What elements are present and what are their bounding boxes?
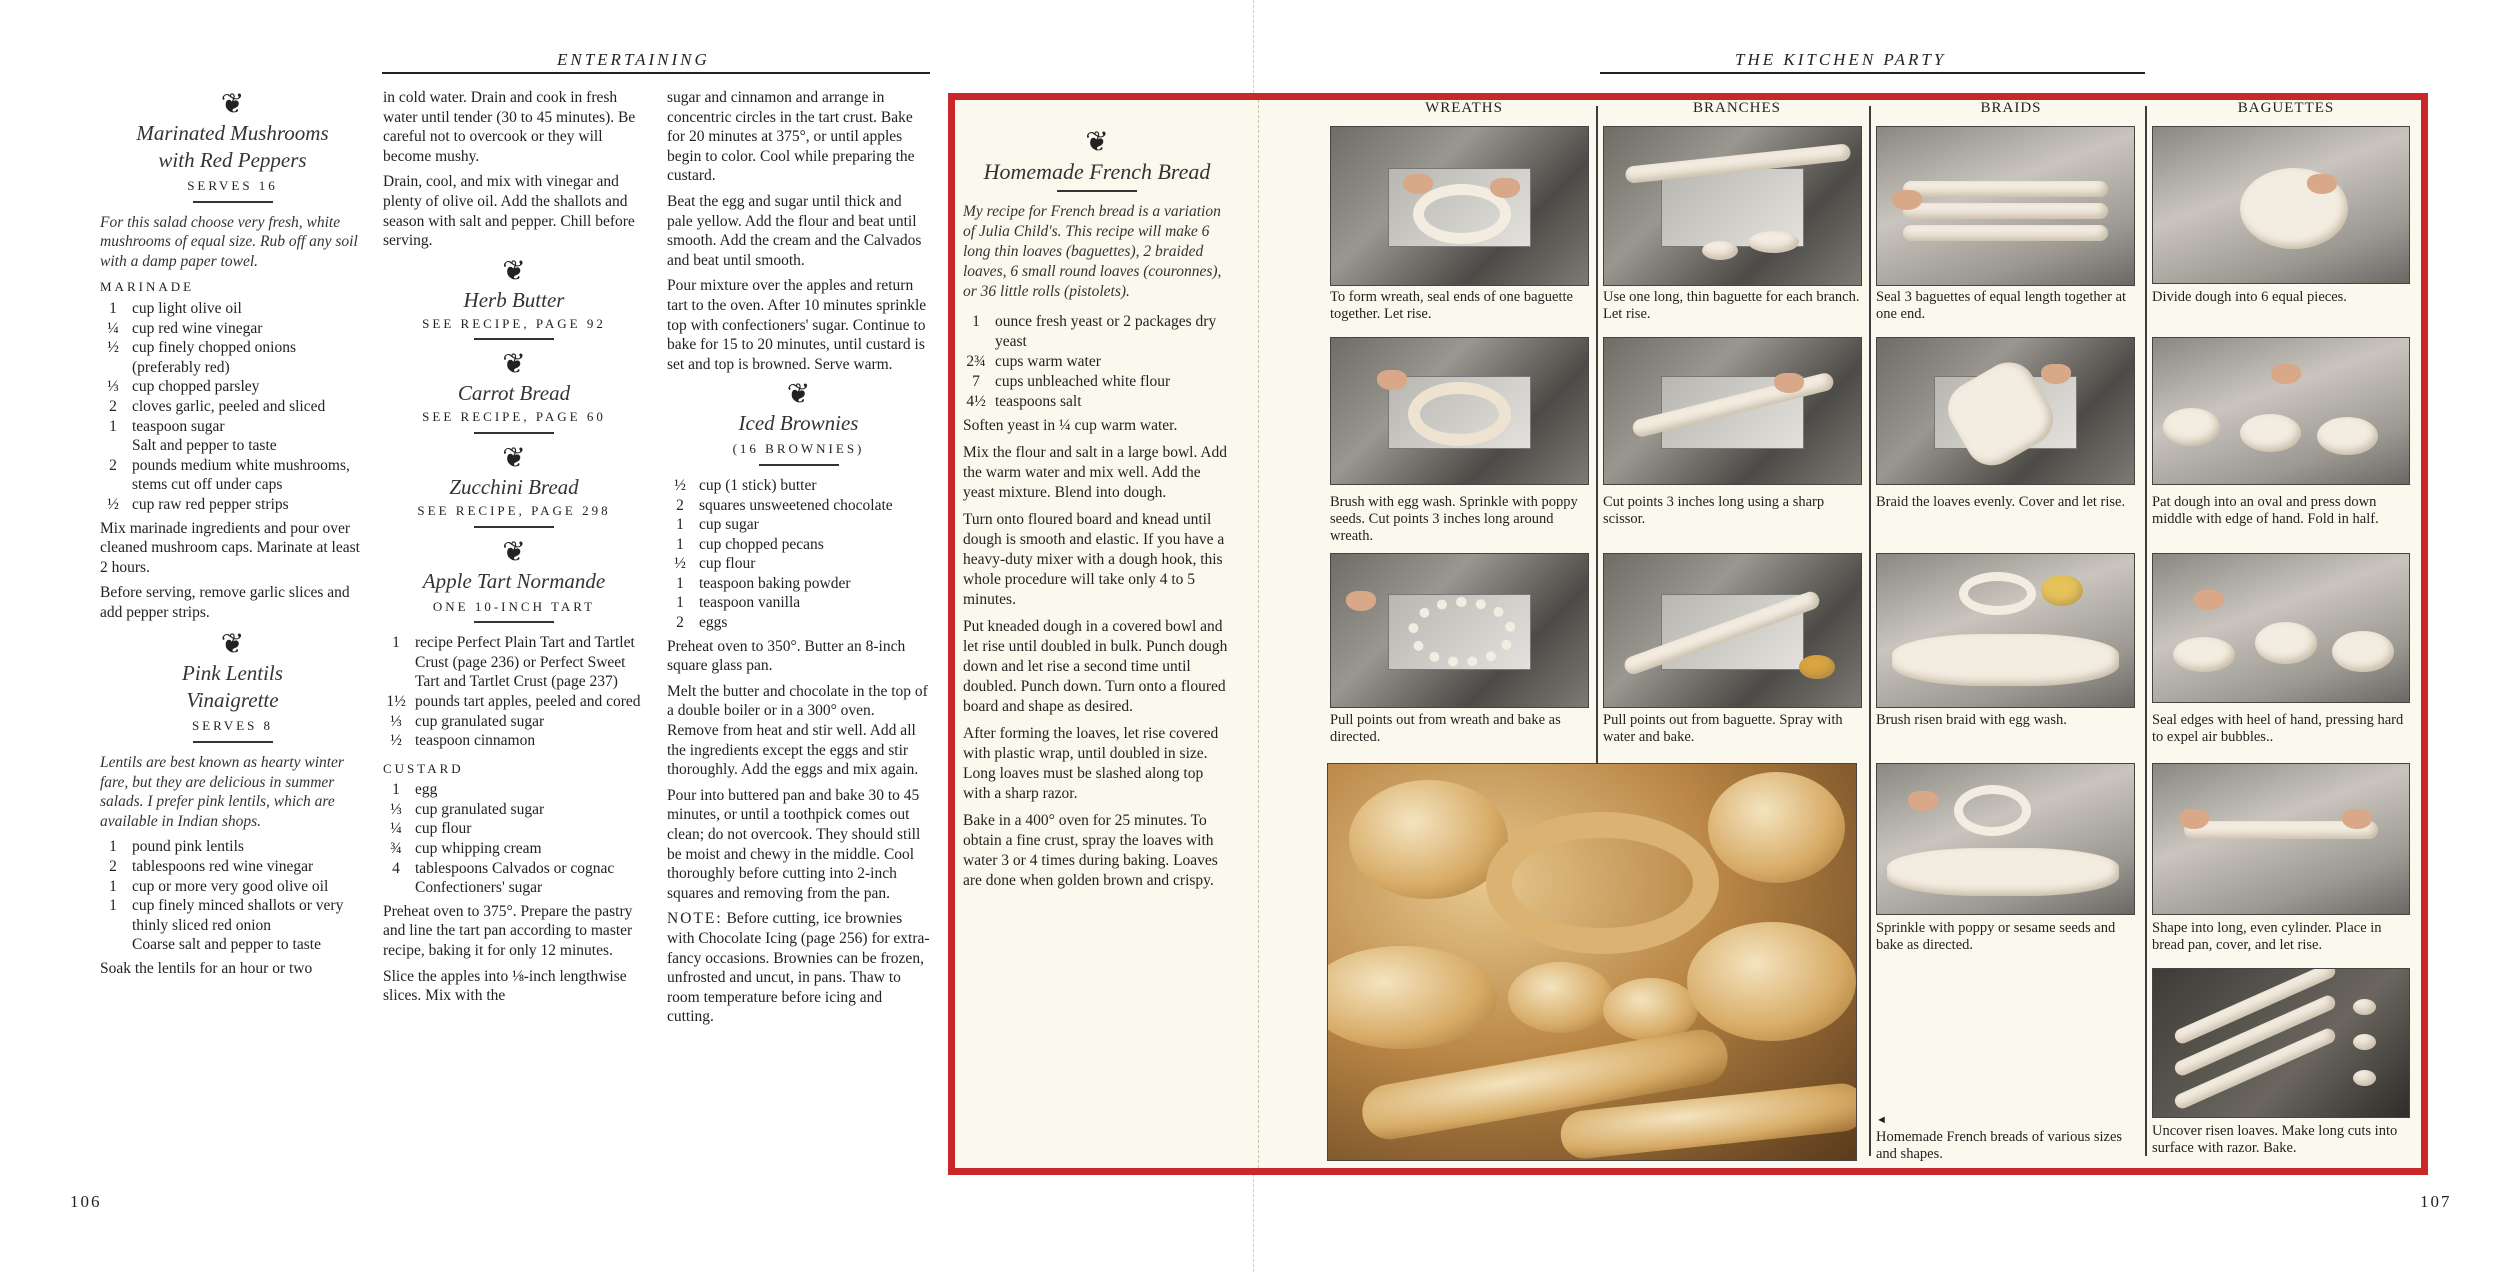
round-loaf <box>1708 772 1845 883</box>
paragraph: Preheat oven to 350°. Butter an 8-inch square glass pan. <box>667 637 906 675</box>
caption: Brush with egg wash. Sprinkle with poppy seeds. Cut points 3 inches long around wreath. <box>1330 494 1578 544</box>
roll <box>1508 962 1614 1033</box>
title-line: with Red Peppers <box>158 148 307 172</box>
dough-ball <box>2173 637 2234 673</box>
ingredient-text: recipe Perfect Plain Tart and Tartlet Crust (page 236) or Perfect Sweet Tart and Tartlet Crust (page 237) <box>415 634 635 691</box>
caption: Pull points out from wreath and bake as directed. <box>1330 712 1561 745</box>
photo-pat-oval <box>2152 337 2410 485</box>
braided-loaf <box>1892 634 2118 686</box>
vine-leaf-icon: ❦ <box>502 349 526 381</box>
ingredient-text: eggs <box>699 614 728 632</box>
paragraph: Drain, cool, and mix with vinegar and plenty of olive oil. Add the shallots and season with salt and pepper. Chill before serving. <box>383 173 635 250</box>
vine-leaf-icon: ❦ <box>502 536 526 568</box>
caption: Divide dough into 6 equal pieces. <box>2152 289 2347 305</box>
photo-assorted-breads <box>1327 763 1857 1161</box>
vine-leaf-icon: ❦ <box>220 629 245 661</box>
long-baguette <box>1903 203 2109 219</box>
ingredient-quantity: 4 <box>392 859 400 877</box>
ingredient-text: cup finely minced shallots or very thinly sliced red onion <box>132 897 344 934</box>
running-head-left: ENTERTAINING <box>557 50 710 69</box>
caption: Braid the loaves evenly. Cover and let rise. <box>1876 494 2126 510</box>
caption: Seal 3 baguettes of equal length together at one end. <box>1876 289 2127 322</box>
caption: Brush risen braid with egg wash. <box>1876 712 2067 728</box>
dough-ball <box>1702 241 1738 260</box>
hand <box>1346 591 1376 611</box>
method-steps <box>963 416 1231 891</box>
title-line: Marinated Mushrooms <box>136 121 329 145</box>
ingredient-text: Salt and pepper to taste <box>132 437 277 455</box>
ingredient-quantity: 1 <box>109 838 117 856</box>
ingredient-quantity: ¼ <box>107 319 119 337</box>
ingredient-text: cup granulated sugar <box>415 800 545 818</box>
dough-ball <box>2332 631 2393 672</box>
ingredient-item <box>100 857 365 877</box>
method-steps <box>100 519 365 623</box>
continued-text <box>383 88 645 251</box>
paragraph: in cold water. Drain and cook in fresh water until tender (30 to 45 minutes). Be careful not to overcook or they will become mushy. <box>383 89 636 165</box>
note-text: Before cutting, ice brownies with Chocolate Icing (page 256) for extra-fancy occasions. Brownies can be frozen, unfrosted and uncut, in pans. Thaw to room temperature before icing and cutting. <box>667 910 930 1026</box>
ingredient-quantity: ⅓ <box>107 378 119 396</box>
ingredient-item <box>667 554 930 574</box>
folio-right: 107 <box>2420 1192 2452 1211</box>
paragraph: Mix marinade ingredients and pour over cleaned mushroom caps. Marinate at least 2 hours. <box>100 519 360 576</box>
paragraph: Before serving, remove garlic slices and add pepper strips. <box>100 584 350 621</box>
ingredient-quantity: 1 <box>392 781 400 799</box>
column-header-branches: BRANCHES <box>1692 100 1782 116</box>
ingredient-text: cup sugar <box>699 516 759 534</box>
serves-label: ONE 10-INCH TART <box>432 598 596 614</box>
ingredient-quantity: ⅓ <box>390 800 402 818</box>
ingredient-quantity: 1 <box>676 574 684 592</box>
ingredient-item <box>667 574 930 594</box>
ingredient-text: teaspoon baking powder <box>699 574 851 592</box>
ingredient-text: pounds medium white mushrooms, stems cut off under caps <box>132 456 350 494</box>
ingredient-item <box>383 819 645 839</box>
ingredient-quantity: 1 <box>109 897 117 915</box>
roll <box>2353 999 2376 1015</box>
caption: Pat dough into an oval and press down middle with edge of hand. Fold in half. <box>2152 494 2379 527</box>
dough-ball <box>2240 414 2301 452</box>
ingredient-quantity <box>100 436 126 456</box>
see-recipe-reference: SEE RECIPE, PAGE 92 <box>422 315 606 331</box>
photo-seal-edges <box>2152 553 2410 703</box>
hand <box>1490 178 1520 198</box>
dough-ring <box>1408 382 1511 446</box>
ingredient-item <box>383 633 645 692</box>
caption-text: Homemade French breads of various sizes and shapes. <box>1876 1129 2123 1162</box>
method-steps <box>667 637 930 904</box>
vine-leaf-icon: ❦ <box>502 255 526 287</box>
ingredient-quantity: ¼ <box>390 820 402 838</box>
ingredient-text: squares unsweetened chocolate <box>699 496 893 514</box>
ingredient-quantity: 1 <box>109 417 117 435</box>
ingredient-item <box>667 496 930 516</box>
dough-ball <box>2163 408 2219 446</box>
wreath-loaf <box>1486 812 1718 955</box>
photo-wreath-points <box>1330 553 1589 708</box>
ingredient-text: tablespoons red wine vinegar <box>132 858 314 876</box>
paragraph: Soften yeast in ¼ cup warm water. <box>963 417 1178 434</box>
ingredient-text: tablespoons Calvados or cognac <box>415 859 615 877</box>
braided-loaf <box>1887 848 2118 896</box>
title-rule <box>1057 190 1137 192</box>
vine-leaf-icon: ❦ <box>786 379 811 411</box>
header-rule-left <box>382 72 930 74</box>
ingredient-text: cup (1 stick) butter <box>699 476 817 494</box>
recipe-title-apple-tart: Apple Tart Normande <box>422 568 606 593</box>
column-header-braids: BRAIDS <box>1980 100 2042 116</box>
ingredient-quantity: 1 <box>676 516 684 534</box>
ingredient-text: ounce fresh yeast or 2 packages dry yeast <box>995 313 1217 350</box>
ingredient-text: cups warm water <box>995 353 1101 370</box>
hand <box>1774 373 1804 393</box>
column-1 <box>100 90 365 985</box>
ingredient-list <box>383 780 645 898</box>
folio-left: 106 <box>70 1192 102 1211</box>
dough-ring <box>1954 785 2031 836</box>
round-loaf <box>1687 922 1856 1041</box>
photo-shape-cylinder <box>2152 763 2410 915</box>
ingredient-item <box>383 780 645 800</box>
vine-leaf-icon: ❦ <box>1085 127 1109 158</box>
recipe-title-brownies: Iced Brownies <box>738 411 859 436</box>
continued-text <box>667 88 930 374</box>
panel-gutter <box>1258 100 1259 1168</box>
paragraph: Mix the flour and salt in a large bowl. Add the warm water and mix well. Add the yeast mixture. Blend into dough. <box>963 444 1228 501</box>
recipe-title-carrot-bread: Carrot Bread <box>457 381 571 406</box>
hand <box>2307 174 2337 194</box>
photo-braiding <box>1876 337 2135 485</box>
ingredient-item <box>383 712 645 732</box>
section-label: MARINADE <box>100 279 195 295</box>
recipe-intro: For this salad choose very fresh, white mushrooms of equal size. Rub off any soil with a damp paper towel. <box>100 213 358 270</box>
ingredient-text: cup or more very good olive oil <box>132 877 329 895</box>
caption: Shape into long, even cylinder. Place in bread pan, cover, and let rise. <box>2152 920 2382 953</box>
ingredient-item <box>100 436 365 456</box>
ingredient-item <box>100 456 365 495</box>
ingredient-item <box>100 877 365 897</box>
photo-branch-baguette <box>1603 126 1862 286</box>
ingredient-text: cup red wine vinegar <box>132 319 263 337</box>
recipe-title-french-bread: Homemade French Bread <box>983 159 1211 184</box>
hand <box>2179 809 2209 829</box>
recipe-intro: Lentils are best known as hearty winter fare, but they are delicious in summer salads. I prefer pink lentils, which are available in Indian shops. <box>100 754 344 830</box>
dough-ring <box>1408 597 1516 667</box>
hand <box>1908 791 1938 811</box>
paragraph: Beat the egg and sugar until thick and pale yellow. Add the flour and beat until smooth. Add the cream and the Calvados and beat until smooth. <box>667 192 922 269</box>
ingredient-text: teaspoon cinnamon <box>415 732 536 750</box>
ingredient-text: cup chopped pecans <box>699 535 824 553</box>
dough-ball <box>2255 622 2316 663</box>
ingredient-item <box>963 352 1231 372</box>
ingredient-text: egg <box>415 781 438 799</box>
title-rule <box>474 526 554 528</box>
caption: Pull points out from baguette. Spray with water and bake. <box>1603 712 1843 745</box>
ingredient-quantity: 2 <box>109 456 117 474</box>
ingredient-item <box>383 800 645 820</box>
ingredient-quantity: ½ <box>674 555 686 573</box>
ingredient-quantity: 1 <box>109 299 117 317</box>
serves-label: SERVES 8 <box>191 718 274 734</box>
vine-leaf-icon: ❦ <box>220 89 245 120</box>
vine-leaf-icon: ❦ <box>502 442 526 474</box>
running-head-right: THE KITCHEN PARTY <box>1735 50 1947 69</box>
paragraph: Melt the butter and chocolate in the top of a double boiler or in a 300° oven. Remove from heat and stir well. Add all the ingredients except the eggs and stir thoroughly. Add the eggs and mix again. <box>667 682 928 779</box>
ingredient-text: cup flour <box>415 820 472 838</box>
french-bread-recipe <box>963 128 1231 898</box>
long-baguette <box>1903 225 2109 241</box>
ingredient-quantity: 2¾ <box>966 353 986 370</box>
serves-label: (16 BROWNIES) <box>732 441 865 457</box>
paragraph: Soak the lentils for an hour or two <box>100 960 313 977</box>
photo-branch-points <box>1603 553 1862 708</box>
paragraph: Bake in a 400° oven for 25 minutes. To obtain a fine crust, spray the loaves with water 3 or 4 times during baking. Loaves are done when golden brown and crispy. <box>963 812 1218 889</box>
ingredient-quantity: 1 <box>676 594 684 612</box>
recipe-title-mushrooms <box>100 120 365 174</box>
ingredient-quantity: ¾ <box>390 840 402 858</box>
ingredient-text: cup raw red pepper strips <box>132 495 289 513</box>
caption: Uncover risen loaves. Make long cuts into surface with razor. Bake. <box>2152 1123 2398 1156</box>
ingredient-quantity: 2 <box>109 397 117 415</box>
ingredient-quantity: 2 <box>676 496 684 514</box>
dough-ring <box>1959 572 2036 615</box>
ingredient-quantity: 1 <box>972 313 980 330</box>
ingredient-quantity: 1½ <box>386 692 406 710</box>
column-3 <box>667 88 930 1033</box>
ingredient-quantity: 2 <box>109 858 117 876</box>
dough-ball <box>2317 417 2378 455</box>
caption: Sprinkle with poppy or sesame seeds and bake as directed. <box>1876 920 2116 953</box>
note-paragraph <box>667 909 930 1027</box>
recipe-title-zucchini-bread: Zucchini Bread <box>449 474 579 499</box>
caption-big-photo <box>1876 1112 2135 1163</box>
paragraph: Slice the apples into ⅛-inch lengthwise slices. Mix with the <box>383 967 627 1005</box>
caption: Seal edges with heel of hand, pressing hard to expel air bubbles.. <box>2152 712 2404 745</box>
roll <box>2353 1070 2376 1086</box>
ingredient-quantity: ½ <box>107 495 119 513</box>
ingredient-text: cup granulated sugar <box>415 712 545 730</box>
ingredient-quantity: 1 <box>392 634 400 652</box>
title-rule <box>759 464 839 466</box>
paragraph: Preheat oven to 375°. Prepare the pastry and line the tart pan according to master recipe, baking it for only 12 minutes. <box>383 902 633 960</box>
ingredient-item <box>383 839 645 859</box>
ingredient-text: cup chopped parsley <box>132 378 260 396</box>
paragraph: Put kneaded dough in a covered bowl and let rise until doubled in bulk. Punch dough down and let rise a second time until doubled. Punch down. Turn onto a floured board and shape as desired. <box>963 618 1228 715</box>
ingredient-item <box>667 535 930 555</box>
column-separator <box>1869 106 1871 1156</box>
photo-braid-seal <box>1876 126 2135 286</box>
caption: Cut points 3 inches long using a sharp scissor. <box>1603 494 1825 527</box>
recipe-intro: My recipe for French bread is a variation of Julia Child's. This recipe will make 6 long thin loaves (baguettes), 2 braided loaves, 6 small round loaves (couronnes), or 36 little rolls (pistolets). <box>963 203 1222 300</box>
ingredient-quantity: 2 <box>676 614 684 632</box>
column-header-wreaths: WREATHS <box>1425 100 1503 116</box>
ingredient-item <box>100 896 365 935</box>
ingredient-quantity: ½ <box>674 476 686 494</box>
ingredient-text: cups unbleached white flour <box>995 373 1171 390</box>
title-rule <box>193 741 273 743</box>
ingredient-item <box>100 837 365 857</box>
ingredient-item <box>383 859 645 879</box>
title-rule <box>193 201 273 203</box>
ingredient-quantity: ½ <box>107 339 119 357</box>
photo-wreath-seal <box>1330 126 1589 286</box>
ingredient-text: cup finely chopped onions (preferably red) <box>132 339 297 376</box>
serves-label: SERVES 16 <box>187 178 278 193</box>
section-label: CUSTARD <box>383 760 464 776</box>
ingredient-quantity <box>383 878 409 898</box>
title-line: Vinaigrette <box>186 688 279 713</box>
header-rule-right <box>1600 72 2145 74</box>
paragraph: Pour into buttered pan and bake 30 to 45 minutes, or until a toothpick comes out clean; do not overcook. They should still be moist and chewy in the middle. Cool thoroughly before cutting into 2-inch squares and removing from the pan. <box>667 786 921 902</box>
couronne-loaf <box>1327 946 1497 1049</box>
ingredient-quantity: ½ <box>390 732 402 750</box>
ingredient-list <box>667 476 930 633</box>
paragraph: Turn onto floured board and knead until dough is smooth and elastic. If you have a heavy-duty mixer with a dough hook, this whole procedure will take only 4 to 5 minutes. <box>963 511 1225 608</box>
round-loaf <box>1349 780 1507 899</box>
method-steps <box>100 959 365 979</box>
ingredient-list <box>963 312 1231 412</box>
paragraph: Pour mixture over the apples and return tart to the oven. After 10 minutes sprinkle top with confectioners' sugar. Continue to bake for 15 to 20 minutes, until custard is set and top is browned. Serve warm. <box>667 277 927 373</box>
ingredient-item <box>100 299 365 319</box>
ingredient-item <box>100 397 365 417</box>
roll <box>2353 1034 2376 1050</box>
ingredient-item <box>100 495 365 515</box>
title-rule <box>474 432 554 434</box>
ingredient-text: cup light olive oil <box>132 299 242 317</box>
ingredient-quantity: 1 <box>676 535 684 553</box>
column-2 <box>383 88 645 1012</box>
ingredient-item <box>100 338 365 377</box>
ingredient-text: cup flour <box>699 555 756 573</box>
long-baguette <box>1903 181 2109 197</box>
recipe-title-lentils <box>100 660 365 714</box>
ingredient-list <box>383 633 645 751</box>
ingredient-text: Coarse salt and pepper to taste <box>132 936 321 954</box>
ingredient-item <box>667 593 930 613</box>
ingredient-item <box>667 476 930 496</box>
ingredient-item <box>667 613 930 633</box>
ingredient-quantity <box>100 935 126 955</box>
ingredient-item <box>100 377 365 397</box>
column-header-baguettes: BAGUETTES <box>2237 100 2335 116</box>
ingredient-quantity: ⅓ <box>390 712 402 730</box>
title-rule <box>474 621 554 623</box>
ingredient-text: pounds tart apples, peeled and cored <box>415 692 641 710</box>
ingredient-text: cup whipping cream <box>415 840 542 858</box>
photo-branch-cut <box>1603 337 1862 485</box>
see-recipe-reference: SEE RECIPE, PAGE 60 <box>422 409 606 425</box>
ingredient-item <box>100 319 365 339</box>
paragraph: After forming the loaves, let rise covered with plastic wrap, until doubled in size. Long loaves must be slashed along top with a sharp razor. <box>963 725 1219 802</box>
ingredient-quantity: 7 <box>972 373 980 390</box>
ingredient-text: Confectioners' sugar <box>415 879 543 897</box>
note-label: NOTE: <box>667 910 723 928</box>
ingredient-text: teaspoon vanilla <box>699 594 801 612</box>
photo-wreath-cut <box>1330 337 1589 485</box>
ingredient-list <box>100 299 365 515</box>
ingredient-text: pound pink lentils <box>132 838 244 856</box>
egg-wash-bowl <box>2041 575 2082 606</box>
ingredient-item <box>383 878 645 898</box>
recipe-title-herb-butter: Herb Butter <box>463 287 565 312</box>
caption: Use one long, thin baguette for each branch. Let rise. <box>1603 289 1860 322</box>
ingredient-text: cloves garlic, peeled and sliced <box>132 397 326 415</box>
see-recipe-reference: SEE RECIPE, PAGE 298 <box>417 502 611 518</box>
title-rule <box>474 338 554 340</box>
ingredient-item <box>100 935 365 955</box>
hand <box>2194 590 2224 610</box>
ingredient-text: teaspoon sugar <box>132 417 225 435</box>
photo-risen-loaves <box>2152 968 2410 1118</box>
egg-wash-cup <box>1799 655 1835 679</box>
arrow-left-icon: ◄ <box>1876 1114 1887 1126</box>
paragraph: sugar and cinnamon and arrange in concentric circles in the tart crust. Bake for 20 minutes at 375°, or until apples begin to color. Cool while preparing the custard. <box>667 89 915 185</box>
ingredient-item <box>100 417 365 437</box>
ingredient-quantity: 4½ <box>966 393 986 410</box>
ingredient-list <box>100 837 365 955</box>
ingredient-item <box>383 731 645 751</box>
ingredient-quantity: 1 <box>109 877 117 895</box>
ingredient-item <box>963 312 1231 352</box>
ingredient-text: teaspoons salt <box>995 393 1082 410</box>
ingredient-item <box>963 372 1231 392</box>
dough-ball <box>1748 231 1799 253</box>
method-steps <box>383 902 645 1006</box>
ingredient-item <box>383 692 645 712</box>
title-line: Pink Lentils <box>182 661 283 686</box>
photo-divide-dough <box>2152 126 2410 284</box>
photo-braid-egg-wash <box>1876 553 2135 708</box>
ingredient-item <box>963 392 1231 412</box>
hand <box>2271 364 2301 384</box>
ingredient-item <box>667 515 930 535</box>
photo-braid-seeds <box>1876 763 2135 915</box>
caption: To form wreath, seal ends of one baguette together. Let rise. <box>1330 289 1573 322</box>
column-separator <box>2145 106 2147 1156</box>
